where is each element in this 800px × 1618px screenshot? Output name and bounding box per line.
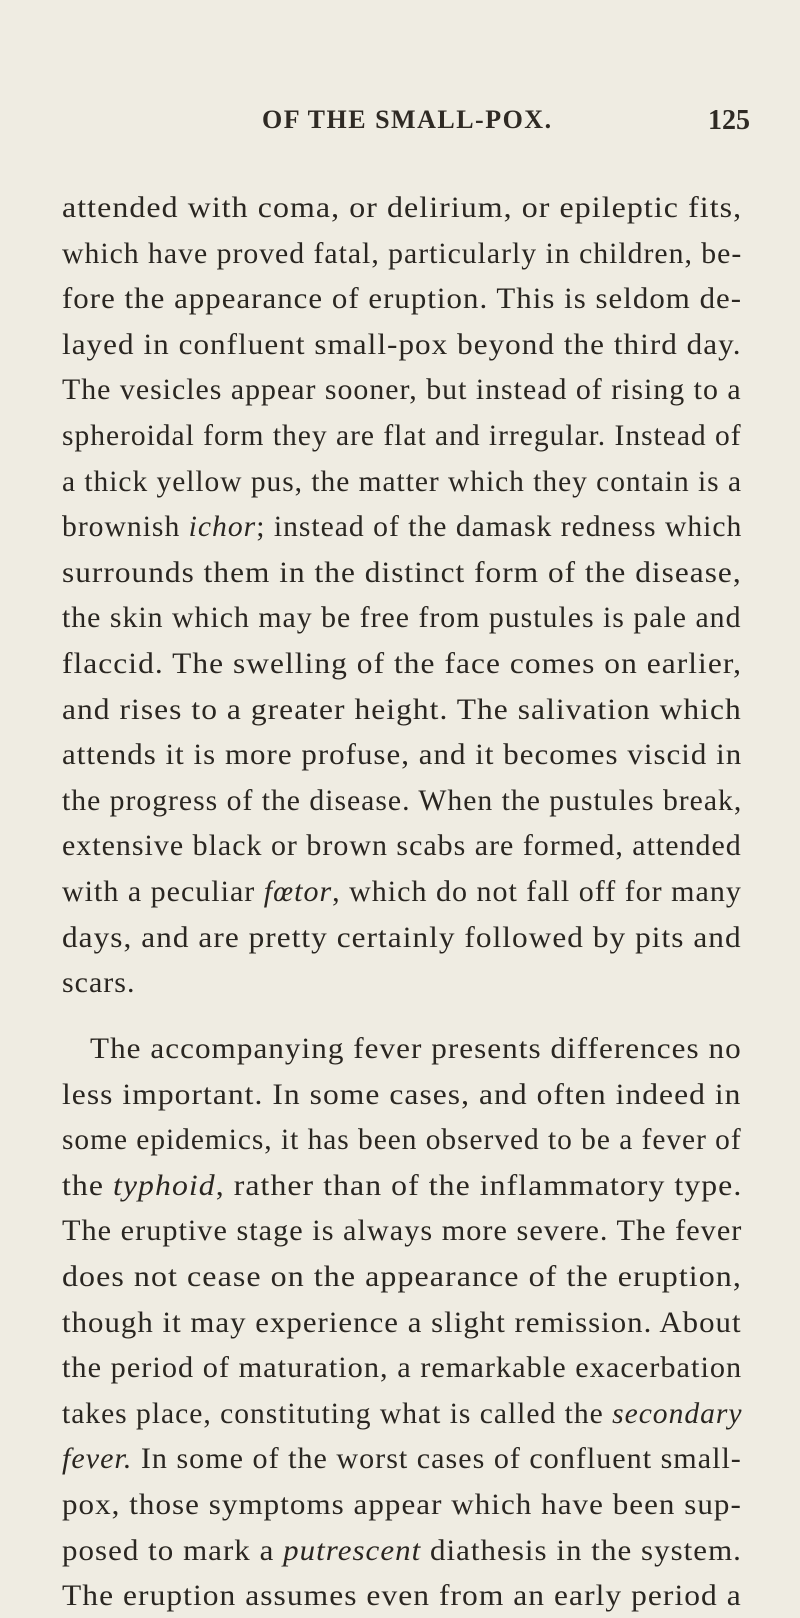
text-line	[62, 688, 742, 732]
text-line	[62, 414, 742, 458]
text-line	[62, 1437, 742, 1481]
text-line	[62, 916, 742, 960]
text-line	[62, 232, 742, 276]
text-run: In some of the worst cases of confluent small-	[132, 1442, 742, 1476]
text-run: spheroidal form they are flat and irregular. Instead of	[62, 419, 742, 452]
text-line	[62, 1209, 742, 1253]
text-line	[62, 596, 742, 640]
italic-run: ichor	[188, 510, 257, 544]
text-run: with a peculiar	[62, 875, 264, 908]
text-run: does not cease on the appearance of the eruption,	[62, 1260, 742, 1293]
text-run: brownish	[62, 510, 189, 544]
text-run: , which do not fall off for many	[332, 875, 742, 908]
text-line	[62, 870, 742, 914]
text-run: less important. In some cases, and often indeed in	[62, 1077, 742, 1111]
text-run: , rather than of the inflammatory type.	[215, 1168, 743, 1202]
text-line	[62, 277, 742, 321]
text-line	[62, 368, 742, 412]
text-line	[62, 1301, 742, 1345]
text-line	[62, 1164, 742, 1208]
text-run: and rises to a greater height. The salivation which	[62, 692, 742, 726]
text-run: attended with coma, or delirium, or epileptic fits,	[62, 191, 743, 224]
text-run: extensive black or brown scabs are formed, attended	[62, 829, 742, 863]
text-run: though it may experience a slight remission. About	[62, 1305, 742, 1339]
text-run: ; instead of the damask redness which	[256, 510, 743, 544]
text-run: scars.	[62, 966, 136, 1000]
text-line	[90, 1027, 742, 1071]
text-line	[62, 824, 742, 868]
text-run: flaccid. The swelling of the face comes on earlier,	[62, 647, 742, 680]
text-line	[62, 551, 742, 595]
text-run: The vesicles appear sooner, but instead of rising to a	[62, 373, 742, 407]
text-run: days, and are pretty certainly followed by pits and	[62, 920, 742, 954]
text-run: The eruptive stage is always more severe. The fever	[62, 1214, 743, 1248]
text-run: The accompanying fever presents differences no	[90, 1032, 742, 1065]
text-line	[62, 505, 742, 549]
text-run: the	[62, 1168, 114, 1202]
text-line	[62, 1255, 742, 1299]
text-run: a thick yellow pus, the matter which they contain is a	[62, 464, 742, 498]
text-run: the skin which may be free from pustules is pale and	[62, 601, 742, 635]
text-run: The eruption assumes even from an early period a	[62, 1579, 742, 1613]
text-line	[62, 1346, 742, 1390]
text-run: which have proved fatal, particularly in children, be-	[62, 236, 743, 270]
italic-run: fœtor	[263, 875, 333, 908]
text-run: attends it is more profuse, and it becomes viscid in	[62, 738, 743, 772]
italic-run: fever.	[62, 1442, 133, 1476]
text-run: fore the appearance of eruption. This is seldom de-	[62, 282, 743, 316]
text-run: surrounds them in the distinct form of the disease,	[62, 555, 742, 589]
italic-run: typhoid	[113, 1168, 216, 1202]
page-header	[0, 105, 800, 145]
text-line	[62, 323, 742, 367]
text-line	[62, 733, 742, 777]
text-run: takes place, constituting what is called the	[62, 1396, 613, 1430]
text-run: diathesis in the system.	[421, 1533, 742, 1567]
text-line	[62, 1483, 742, 1527]
text-run: the period of maturation, a remarkable exacerbation	[62, 1351, 743, 1385]
italic-run: secondary	[612, 1396, 743, 1430]
text-run: layed in confluent small-pox beyond the third day.	[62, 327, 742, 361]
text-run: the progress of the disease. When the pustules break,	[62, 783, 743, 817]
text-run: some epidemics, it has been observed to be a fever of	[62, 1123, 742, 1157]
text-line	[62, 1392, 742, 1436]
text-line	[62, 642, 742, 686]
text-line	[62, 1073, 741, 1117]
page-number: 125	[708, 105, 750, 136]
running-head: OF THE SMALL-POX.	[262, 105, 553, 134]
text-line	[62, 1529, 742, 1573]
text-line	[62, 961, 135, 1005]
text-line	[62, 186, 742, 230]
text-line	[62, 1118, 742, 1162]
italic-run: putrescent	[283, 1533, 422, 1567]
text-line	[62, 1574, 742, 1618]
text-line	[62, 460, 742, 504]
text-run: posed to mark a	[62, 1533, 284, 1567]
text-line	[62, 779, 742, 823]
text-run: pox, those symptoms appear which have been sup-	[62, 1488, 742, 1521]
